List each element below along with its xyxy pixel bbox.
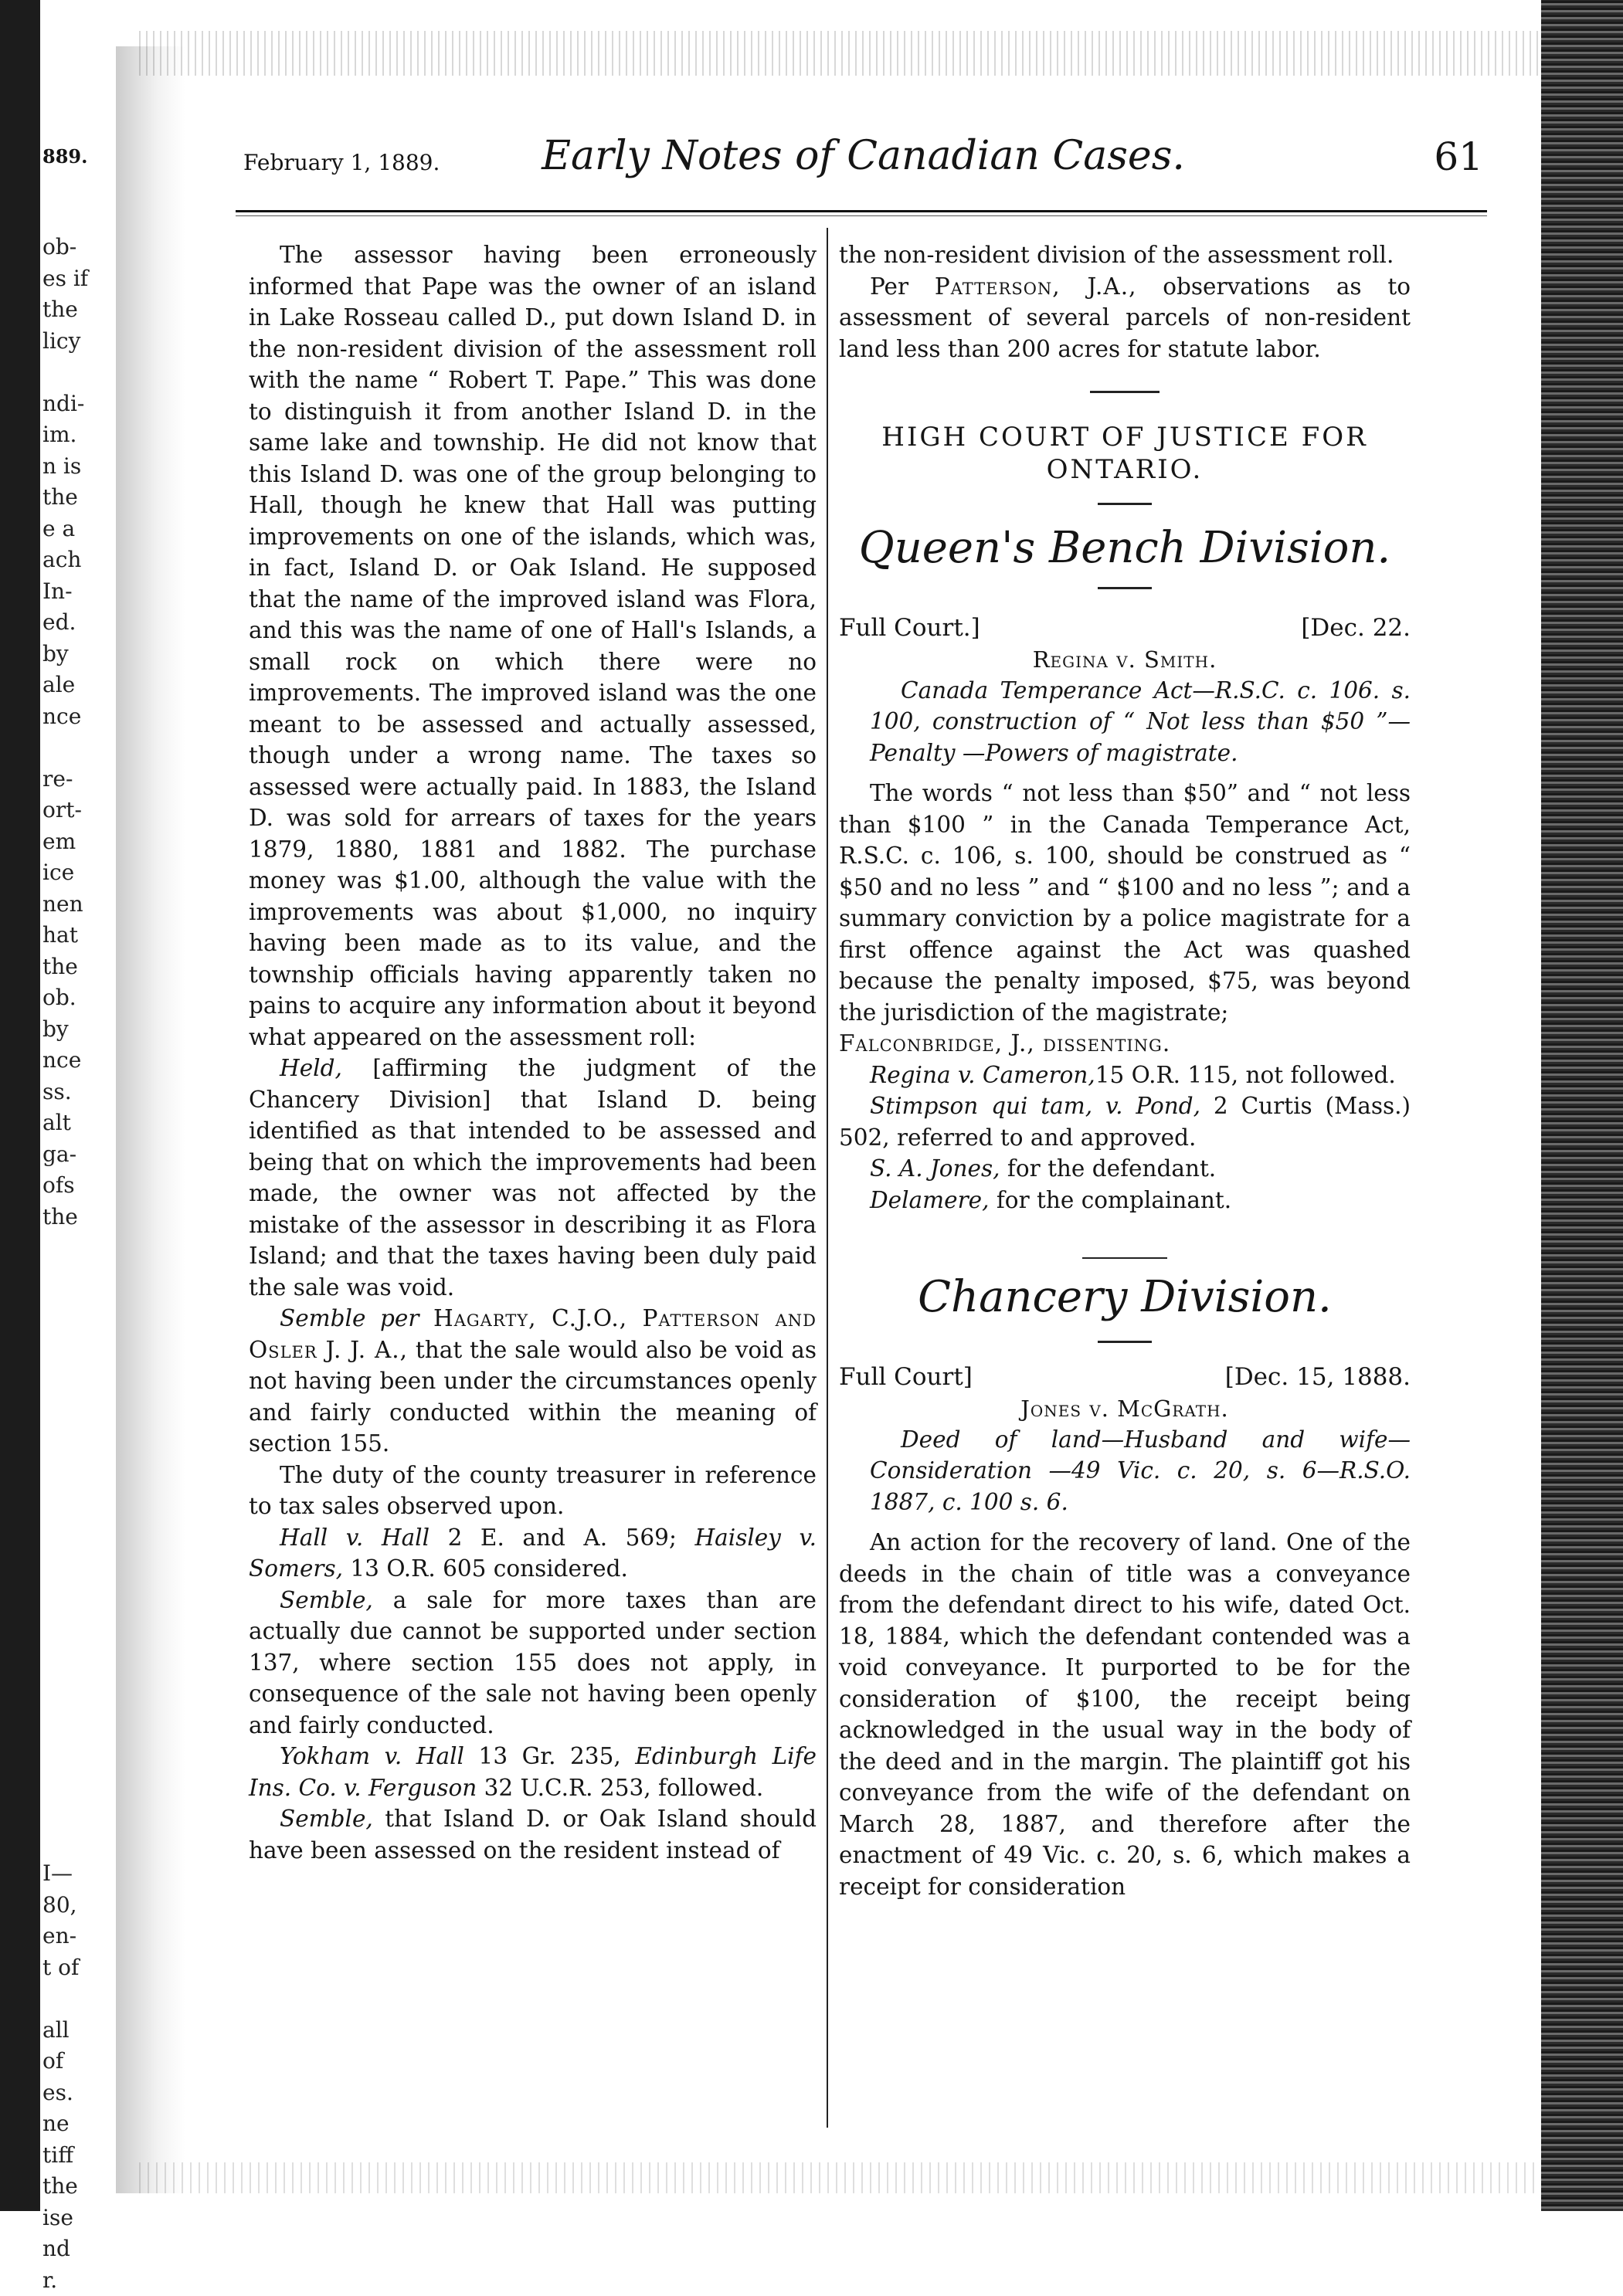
gutter-fragment-line: [42, 1295, 135, 1327]
case-name: Regina v. Smith.: [839, 644, 1411, 675]
gutter-fragment-line: hat: [42, 920, 135, 951]
semble-label: Semble,: [280, 1806, 373, 1832]
case-header: [839, 1362, 1411, 1393]
case-header: [839, 612, 1411, 644]
header-date: February 1, 1889.: [243, 150, 440, 175]
case-headnote: Canada Temperance Act—R.S.C. c. 106. s. 100, construction of “ Not less than $50 ”—Penalty —Powers of magistrate.: [839, 675, 1411, 769]
paragraph-cases-followed: [249, 1741, 817, 1803]
gutter-fragment-line: re-: [42, 764, 135, 795]
gutter-fragment-line: en-: [42, 1921, 135, 1952]
counsel-name: Delamere,: [870, 1187, 990, 1213]
gutter-fragment-line: [42, 1483, 135, 1514]
header-rule-thin: [236, 215, 1487, 216]
gutter-fragment-line: I—: [42, 1858, 135, 1890]
gutter-fragment-line: r.: [42, 2265, 135, 2296]
section-rule: [1098, 503, 1152, 505]
gutter-fragment-line: of: [42, 2046, 135, 2077]
gutter-fragment-line: n is: [42, 451, 135, 483]
gutter-fragment-line: the: [42, 482, 135, 514]
gutter-fragment-line: alt: [42, 1107, 135, 1139]
gutter-fragment-line: ice: [42, 857, 135, 889]
paragraph-treasurer-duty: The duty of the county treasurer in reference to tax sales observed upon.: [249, 1460, 817, 1522]
gutter-fragment-line: [42, 1702, 135, 1734]
case-name: Jones v. McGrath.: [839, 1393, 1411, 1424]
citation-text: 13 O.R. 605 considered.: [343, 1555, 628, 1582]
gutter-fragment-line: [42, 1670, 135, 1702]
gutter-fragment-line: by: [42, 639, 135, 670]
court-heading: [839, 421, 1411, 486]
gutter-fragment-line: [42, 1264, 135, 1296]
gutter-fragment-line: [42, 1389, 135, 1421]
paragraph-semble-per: [249, 1303, 817, 1460]
section-rule: [1098, 1341, 1152, 1343]
citation-text: 2 E. and A. 569;: [430, 1524, 694, 1551]
paragraph-semble-resident: [249, 1803, 817, 1866]
page-edge-right: [1541, 0, 1623, 2211]
per-label: Per: [870, 273, 908, 300]
paragraph-continued: the non-resident division of the assessment roll.: [839, 239, 1411, 271]
citation-text: 15 O.R. 115, not followed.: [1095, 1062, 1396, 1088]
gutter-fragment-line: ed.: [42, 607, 135, 639]
gutter-fragment-line: [42, 1796, 135, 1827]
gutter-fragment-line: ndi-: [42, 388, 135, 420]
gutter-fragment-line: ob.: [42, 982, 135, 1014]
gutter-fragment-line: [42, 1733, 135, 1765]
counsel-name: S. A. Jones,: [870, 1155, 1000, 1182]
division-heading-chancery: Chancery Division.: [839, 1273, 1411, 1322]
gutter-fragment-line: e a: [42, 514, 135, 545]
paragraph-semble-taxes: [249, 1585, 817, 1742]
gutter-fragment-line: 80,: [42, 1890, 135, 1921]
court-label: Full Court.]: [839, 612, 980, 644]
gutter-fragment-line: ofs: [42, 1170, 135, 1202]
dissent-note: Falconbridge, J., dissenting.: [839, 1028, 1411, 1060]
gutter-fragment-line: by: [42, 1014, 135, 1046]
counsel-line: [839, 1185, 1411, 1216]
gutter-fragment-line: licy: [42, 326, 135, 358]
case-citation: Hall v. Hall: [280, 1524, 430, 1551]
case-citation: Haisley v. Somers,: [249, 1524, 817, 1582]
case-citation: Regina v. Cameron,: [870, 1062, 1095, 1088]
left-column: [249, 239, 817, 1866]
gutter-fragment-line: [42, 1640, 135, 1671]
counsel-role: for the complainant.: [990, 1187, 1232, 1213]
case-date: [Dec. 22.: [1301, 612, 1411, 644]
case-date: [Dec. 15, 1888.: [1225, 1362, 1411, 1393]
section-rule: [1090, 391, 1160, 393]
gutter-fragment-line: [42, 1983, 135, 2015]
paragraph-held: [249, 1053, 817, 1303]
gutter-fragment-line: ss.: [42, 1077, 135, 1108]
gutter-fragment-line: ob-: [42, 232, 135, 263]
gutter-fragment-line: ne: [42, 2108, 135, 2140]
gutter-fragment-line: [42, 1827, 135, 1859]
court-label: Full Court]: [839, 1362, 973, 1393]
court-heading-line-2: ONTARIO.: [839, 453, 1411, 486]
gutter-fragment-line: the: [42, 1202, 135, 1233]
semble-text: a sale for more taxes than are actually due cannot be supported under section 137, where section 155 does not apply, in consequence of the sale not having been openly and fairly conducted.: [249, 1587, 817, 1738]
running-header: [243, 133, 1483, 187]
gutter-fragment-line: all: [42, 2015, 135, 2047]
section-rule: [1098, 587, 1152, 589]
citation-text: 13 Gr. 235,: [464, 1743, 635, 1769]
gutter-fragment-line: ach: [42, 544, 135, 576]
counsel-line: [839, 1153, 1411, 1185]
gutter-fragment-line: ale: [42, 670, 135, 701]
right-column: [839, 239, 1411, 1902]
gutter-fragment-line: nen: [42, 889, 135, 921]
gutter-fragment-line: [42, 1765, 135, 1796]
gutter-fragment-line: [42, 1233, 135, 1264]
header-title: Early Notes of Canadian Cases.: [243, 133, 1483, 179]
gutter-fragment-line: [42, 1358, 135, 1389]
binding-shadow: [0, 0, 40, 2211]
counsel-role: for the defendant.: [1000, 1155, 1217, 1182]
court-heading-line-1: HIGH COURT OF JUSTICE FOR: [839, 421, 1411, 453]
gutter-fragment-line: [42, 1514, 135, 1546]
gutter-fragment-line: [42, 1420, 135, 1452]
case-summary: The words “ not less than $50” and “ not less than $100 ” in the Canada Temperance Act, R.S.C. c. 106, s. 100, should be construed as “ $50 and no less ” and “ $100 and no less ”; and a summary conviction by a police magistrate for a first offence against the Act was quashed because the penalty imposed, $75, was beyond the jurisdiction of the magistrate;: [839, 778, 1411, 1028]
gutter-fragment-line: t of: [42, 1952, 135, 1984]
held-text: [affirming the judgment of the Chancery Division] that Island D. being identified as that intended to be assessed and being that on which the improvements had been made, the owner was not affected by the mistake of the assessor in describing it as Flora Island; and that the taxes having been duly paid the sale was void.: [249, 1055, 817, 1301]
per-text: observations as to assessment of several parcels of non-resident land less than 200 acres for statute labor.: [839, 273, 1411, 362]
case-citation: Stimpson qui tam, v. Pond,: [870, 1093, 1200, 1119]
gutter-fragment-line: [42, 1452, 135, 1484]
gutter-fragment-line: the: [42, 2171, 135, 2203]
paragraph-cases-considered: [249, 1522, 817, 1585]
gutter-fragment-line: the: [42, 294, 135, 326]
citation-line: [839, 1060, 1411, 1091]
section-rule: [1082, 1257, 1167, 1259]
gutter-fragment-line: [42, 1545, 135, 1577]
gutter-fragment-line: [42, 1577, 135, 1609]
previous-page-fragment: [42, 232, 135, 2296]
gutter-fragment-line: [42, 732, 135, 764]
column-divider: [827, 228, 828, 2128]
gutter-fragment-line: nce: [42, 701, 135, 733]
page-number: 61: [1434, 134, 1483, 179]
gutter-fragment-line: nce: [42, 1045, 135, 1077]
semble-per-text: that the sale would also be void as not having been under the circumstances openly and fairly conducted within the meaning of section 155.: [249, 1337, 817, 1457]
scan-noise-bottom: [139, 2162, 1584, 2193]
gutter-fragment-line: ort-: [42, 795, 135, 826]
gutter-fragment-line: nd: [42, 2233, 135, 2265]
gutter-fragment-line: In-: [42, 576, 135, 608]
gutter-fragment-line: ga-: [42, 1139, 135, 1171]
gutter-fragment-line: im.: [42, 419, 135, 451]
gutter-fragment-line: ise: [42, 2203, 135, 2234]
case-citation: Yokham v. Hall: [280, 1743, 464, 1769]
citation-text: 32 U.C.R. 253, followed.: [477, 1775, 763, 1801]
case-citation: Edinburgh Life Ins. Co. v. Ferguson: [249, 1743, 817, 1801]
judges-names: Hagarty, C.J.O., Patterson and Osler J. J. A.,: [249, 1305, 817, 1363]
division-heading-queens-bench: Queen's Bench Division.: [839, 524, 1411, 573]
gutter-fragment-line: [42, 1327, 135, 1358]
scan-noise-top: [139, 31, 1584, 76]
case-summary: An action for the recovery of land. One of the deeds in the chain of title was a conveyance from the defendant direct to his wife, dated Oct. 18, 1884, which the defendant contended was a void conveyance. It purported to be for the consideration of $100, the receipt being acknowledged in the usual way in the body of the deed and in the margin. The plaintiff got his conveyance from the wife of the defendant on March 28, 1887, and therefore after the enactment of 49 Vic. c. 20, s. 6, which makes a receipt for consideration: [839, 1527, 1411, 1902]
gutter-fragment-line: the: [42, 951, 135, 983]
gutter-top-label: 889.: [42, 145, 87, 168]
semble-label: Semble,: [280, 1587, 373, 1613]
case-headnote: Deed of land—Husband and wife—Consideration —49 Vic. c. 20, s. 6—R.S.O. 1887, c. 100 s. 6.: [839, 1424, 1411, 1518]
citation-line: [839, 1090, 1411, 1153]
gutter-fragment-line: tiff: [42, 2140, 135, 2172]
judge-name: Patterson, J.A.,: [935, 273, 1137, 300]
paragraph-per-patterson: [839, 271, 1411, 365]
gutter-fragment-line: es.: [42, 2077, 135, 2109]
gutter-fragment-line: es if: [42, 263, 135, 295]
header-rule: [236, 210, 1487, 212]
gutter-fragment-line: [42, 357, 135, 388]
citation-text: 2 Curtis (Mass.) 502, referred to and approved.: [839, 1093, 1411, 1151]
paragraph-facts: The assessor having been erroneously informed that Pape was the owner of an island in Lake Rosseau called D., put down Island D. in the non-resident division of the assessment roll with the name “ Robert T. Pape.” This was done to distinguish it from another Island D. in the same lake and township. He did not know that this Island D. was one of the group belonging to Hall, though he knew that Hall was putting improvements on one of the islands, which was, in fact, Island D. or Oak Island. He supposed that the name of the improved island was Flora, and this was the name of one of Hall's Islands, a small rock on which there were no improvements. The improved island was the one meant to be assessed and actually assessed, though under a wrong name. The taxes so assessed were actually paid. In 1883, the Island D. was sold for arrears of taxes for the years 1879, 1880, 1881 and 1882. The purchase money was $1.00, although the value with the improvements was about $1,000, no inquiry having been made as to its value, and the township officials having apparently taken no pains to acquire any information about it beyond what appeared on the assessment roll:: [249, 239, 817, 1053]
gutter-fragment-line: em: [42, 826, 135, 858]
semble-per-label: Semble per: [280, 1305, 419, 1331]
semble-text: that Island D. or Oak Island should have been assessed on the resident instead of: [249, 1806, 817, 1864]
gutter-fragment-line: [42, 1608, 135, 1640]
held-label: Held,: [280, 1055, 342, 1081]
